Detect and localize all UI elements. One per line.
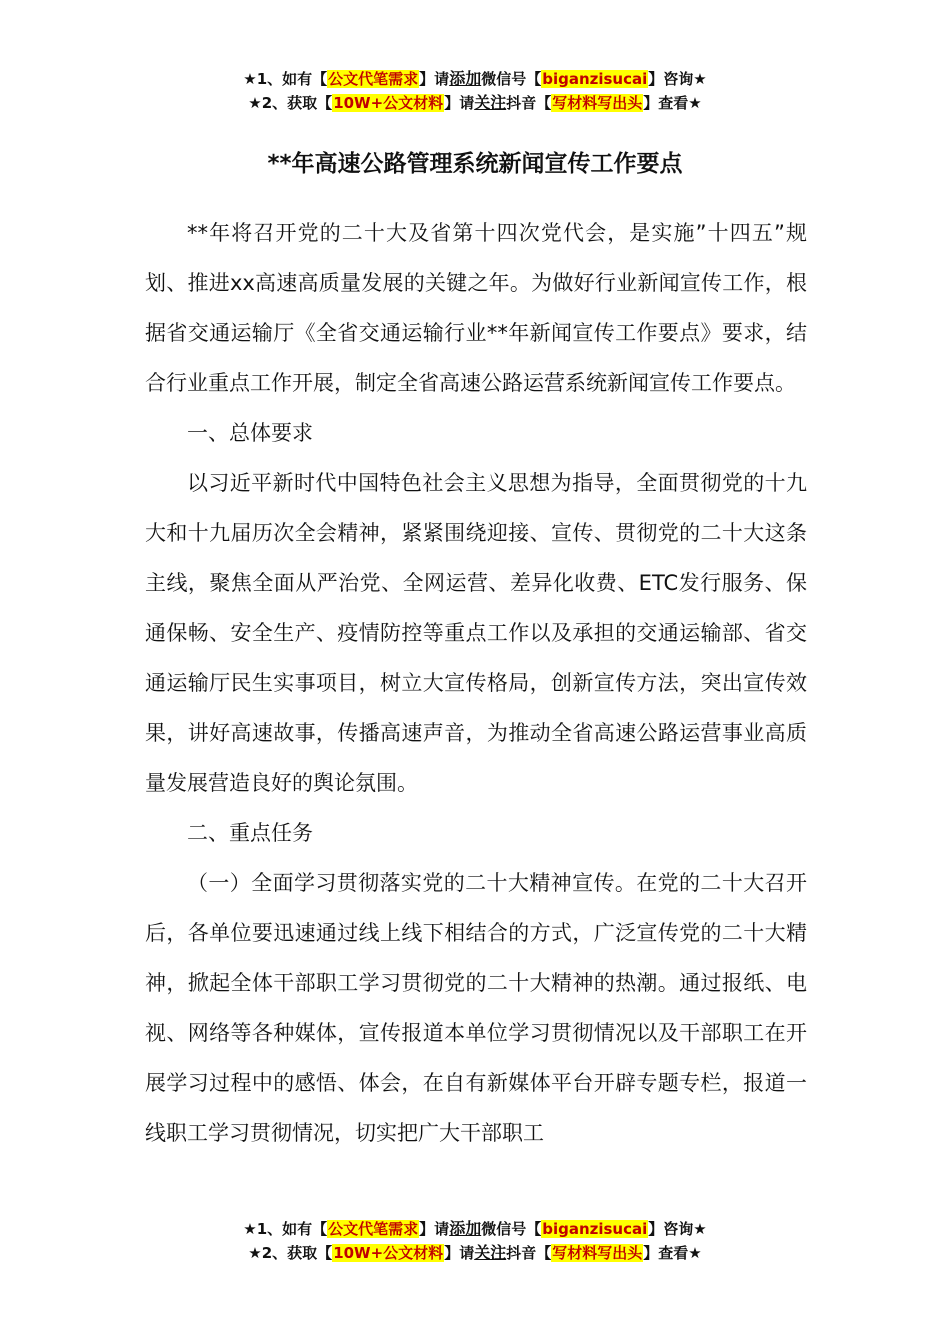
- banner-text: 抖音【: [506, 94, 552, 112]
- banner-text: ★2、获取【: [248, 1244, 333, 1262]
- banner-text: 抖音【: [506, 1244, 552, 1262]
- intro-paragraph: **年将召开党的二十大及省第十四次党代会，是实施”十四五”规划、推进xx高速高质量发展的关键之年。为做好行业新闻宣传工作，根据省交通运输厅《全省交通运输行业**年新闻宣传工作要点》要求，结合行业重点工作开展，制定全省高速公路运营系统新闻宣传工作要点。: [145, 221, 807, 395]
- banner-text: 】请: [444, 94, 475, 112]
- document-title: **年高速公路管理系统新闻宣传工作要点: [267, 151, 683, 177]
- banner-text: ★1、如有【: [243, 70, 328, 88]
- banner-underlined: 添加: [449, 1219, 482, 1238]
- banner-text: 】咨询★: [648, 1220, 707, 1238]
- banner-highlight: biganzisucai: [542, 1220, 648, 1238]
- banner-line-2: [0, 91, 950, 115]
- banner-highlight: 写材料写出头: [552, 1244, 643, 1262]
- footer-banner: [0, 1217, 950, 1265]
- banner-line-1: [0, 67, 950, 91]
- banner-highlight: 公文代笔需求: [328, 70, 419, 88]
- banner-text: 】请: [444, 1244, 475, 1262]
- banner-highlight: biganzisucai: [542, 70, 648, 88]
- banner-text: 微信号【: [481, 70, 542, 88]
- banner-line-2: [0, 1241, 950, 1265]
- banner-highlight: 10W+公文材料: [333, 1244, 444, 1262]
- banner-highlight: 写材料写出头: [552, 94, 643, 112]
- banner-text: 】请: [419, 70, 450, 88]
- section-heading: 一、总体要求: [187, 421, 313, 445]
- banner-underlined: 关注: [474, 93, 507, 112]
- banner-line-1: [0, 1217, 950, 1241]
- banner-underlined: 关注: [474, 1243, 507, 1262]
- banner-text: 】咨询★: [648, 70, 707, 88]
- section-heading: 二、重点任务: [187, 821, 313, 845]
- header-banner: [0, 67, 950, 115]
- banner-text: 】查看★: [643, 94, 702, 112]
- banner-underlined: 添加: [449, 69, 482, 88]
- banner-highlight: 公文代笔需求: [328, 1220, 419, 1238]
- body-paragraph: （一）全面学习贯彻落实党的二十大精神宣传。在党的二十大召开后，各单位要迅速通过线上线下相结合的方式，广泛宣传党的二十大精神，掀起全体干部职工学习贯彻党的二十大精神的热潮。通过报纸、电视、网络等各种媒体，宣传报道本单位学习贯彻情况以及干部职工在开展学习过程中的感悟、体会，在自有新媒体平台开辟专题专栏，报道一线职工学习贯彻情况，切实把广大干部职工: [145, 871, 807, 1145]
- body-paragraph: 以习近平新时代中国特色社会主义思想为指导，全面贯彻党的十九大和十九届历次全会精神，紧紧围绕迎接、宣传、贯彻党的二十大这条主线，聚焦全面从严治党、全网运营、差异化收费、ETC发行服务、保通保畅、安全生产、疫情防控等重点工作以及承担的交通运输部、省交通运输厅民生实事项目，树立大宣传格局，创新宣传方法，突出宣传效果，讲好高速故事，传播高速声音，为推动全省高速公路运营事业高质量发展营造良好的舆论氛围。: [145, 471, 807, 795]
- banner-text: 】查看★: [643, 1244, 702, 1262]
- banner-text: 】请: [419, 1220, 450, 1238]
- document-body: [145, 208, 807, 1158]
- banner-text: ★1、如有【: [243, 1220, 328, 1238]
- banner-text: ★2、获取【: [248, 94, 333, 112]
- banner-text: 微信号【: [481, 1220, 542, 1238]
- banner-highlight: 10W+公文材料: [333, 94, 444, 112]
